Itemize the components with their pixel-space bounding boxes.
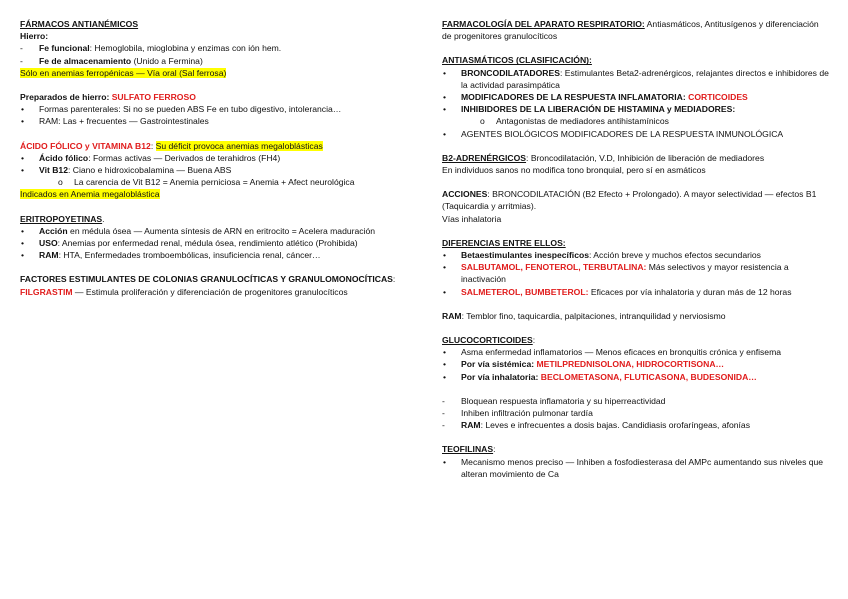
section-title-gluco: GLUCOCORTICOIDES: [442, 335, 536, 346]
ram-line: RAM: Temblor fino, taquicardia, palpitaciones, intranquilidad y nerviosismo [442, 310, 726, 321]
list-item: - Bloquean respuesta inflamatoria y su hiperreactividad [442, 395, 666, 406]
section-title-folico: ÁCIDO FÓLICO y VITAMINA B12: Su déficit provoca anemias megaloblásticas [20, 140, 323, 151]
list-item: • INHIBIDORES DE LA LIBERACIÓN DE HISTAMINA y MEDIADORES: [443, 104, 736, 115]
section-title-respiratorio: FARMACOLOGÍA DEL APARATO RESPIRATORIO: Antiasmáticos, Antitusígenos y diferenciación de progenitores granulocíticos [442, 19, 819, 42]
hierro-label: Hierro: [20, 31, 49, 42]
right-column [442, 18, 830, 480]
section-title-eritropoyetinas: ERITROPOYETINAS. [20, 213, 105, 224]
list-item: - Fe funcional: Hemoglobila, mioglobina y enzimas con ión hem. [20, 43, 282, 54]
sub-list-item: o Antagonistas de mediadores antihistamínicos [480, 116, 669, 127]
list-item: • SALBUTAMOL, FENOTEROL, TERBUTALINA: Más selectivos y mayor resistencia a inactivación [443, 262, 789, 285]
section-title-teofilinas: TEOFILINAS: [442, 444, 496, 455]
list-item: • RAM: Las + frecuentes — Gastrointestinales [21, 116, 209, 127]
list-item: • Por vía inhalatoria: BECLOMETASONA, FLUTICASONA, BUDESONIDA… [443, 371, 757, 382]
list-item: • Por vía sistémica: METILPREDNISOLONA, HIDROCORTISONA… [443, 359, 725, 370]
section-title-diferencias: DIFERENCIAS ENTRE ELLOS: [442, 237, 566, 248]
section-title-b2: B2-ADRENÉRGICOS: Broncodilatación, V.D, Inhibición de liberación de mediadores [442, 152, 765, 163]
list-item: • USO: Anemias por enfermedad renal, médula ósea, rendimiento atlético (Prohibida) [21, 238, 358, 249]
list-item: - RAM: Leves e infrecuentes a dosis bajas. Candidiasis orofaríngeas, afonías [442, 420, 751, 431]
highlighted-note: Sólo en anemias ferropénicas — Vía oral (Sal ferrosa) [20, 67, 227, 78]
list-item: • Acción en médula ósea — Aumenta síntesis de ARN en eritrocito = Acelera maduración [21, 225, 376, 236]
list-item: • SALMETEROL, BUMBETEROL: Eficaces por vía inhalatoria y duran más de 12 horas [443, 286, 792, 297]
filgrastim-line: FILGRASTIM — Estimula proliferación y diferenciación de progenitores granulocíticos [20, 286, 348, 297]
b2-note: En individuos sanos no modifica tono bronquial, pero sí en asmáticos [442, 165, 706, 176]
left-column [20, 18, 415, 298]
preparados-heading: Preparados de hierro: SULFATO FERROSO [20, 92, 196, 103]
list-item: • AGENTES BIOLÓGICOS MODIFICADORES DE LA RESPUESTA INMUNOLÓGICA [443, 128, 784, 139]
list-item: - Fe de almacenamiento (Unido a Fermina) [20, 55, 203, 66]
list-item: • Asma enfermedad inflamatorios — Menos eficaces en bronquitis crónica y enfisema [443, 347, 782, 358]
acciones-note: Vías inhalatoria [442, 213, 502, 224]
list-item: • Formas parenterales: Si no se pueden ABS Fe en tubo digestivo, intolerancia… [21, 104, 342, 115]
list-item: • MODIFICADORES DE LA RESPUESTA INFLAMATORIA: CORTICOIDES [443, 92, 748, 103]
highlighted-note: Indicados en Anemia megaloblástica [20, 189, 160, 200]
section-title-acciones: ACCIONES: BRONCODILATACIÓN (B2 Efecto + Prolongado). A mayor selectividad — efectos B1 (Taquicardia y arritmias). [442, 189, 817, 212]
list-item: - Inhiben infiltración pulmonar tardía [442, 408, 593, 419]
list-item: • Mecanismo menos preciso — Inhiben a fosfodiesterasa del AMPc aumentando sus niveles que alteran movimiento de Ca [443, 456, 824, 479]
list-item: • RAM: HTA, Enfermedades tromboembólicas, insuficiencia renal, cáncer… [21, 250, 321, 261]
list-item: • Vit B12: Ciano e hidroxicobalamina — Buena ABS [21, 165, 232, 176]
list-item: • Ácido fólico: Formas activas — Derivados de terahidros (FH4) [21, 152, 281, 163]
list-item: • BRONCODILATADORES: Estimulantes Beta2-adrenérgicos, relajantes directos e inhibidores de la actividad parasimpática [443, 67, 829, 90]
list-item: • Betaestimulantes inespecíficos: Acción breve y muchos efectos secundarios [443, 250, 761, 261]
section-title-antianemicos: FÁRMACOS ANTIANÉMICOS [20, 19, 139, 29]
section-title-antiasmaticos: ANTIASMÁTICOS (CLASIFICACIÓN): [442, 55, 592, 66]
sub-list-item: o La carencia de Vit B12 = Anemia perniciosa = Anemia + Afect neurológica [58, 177, 355, 188]
section-title-factores: FACTORES ESTIMULANTES DE COLONIAS GRANULOCÍTICAS Y GRANULOMONOCÍTICAS: [20, 274, 396, 285]
